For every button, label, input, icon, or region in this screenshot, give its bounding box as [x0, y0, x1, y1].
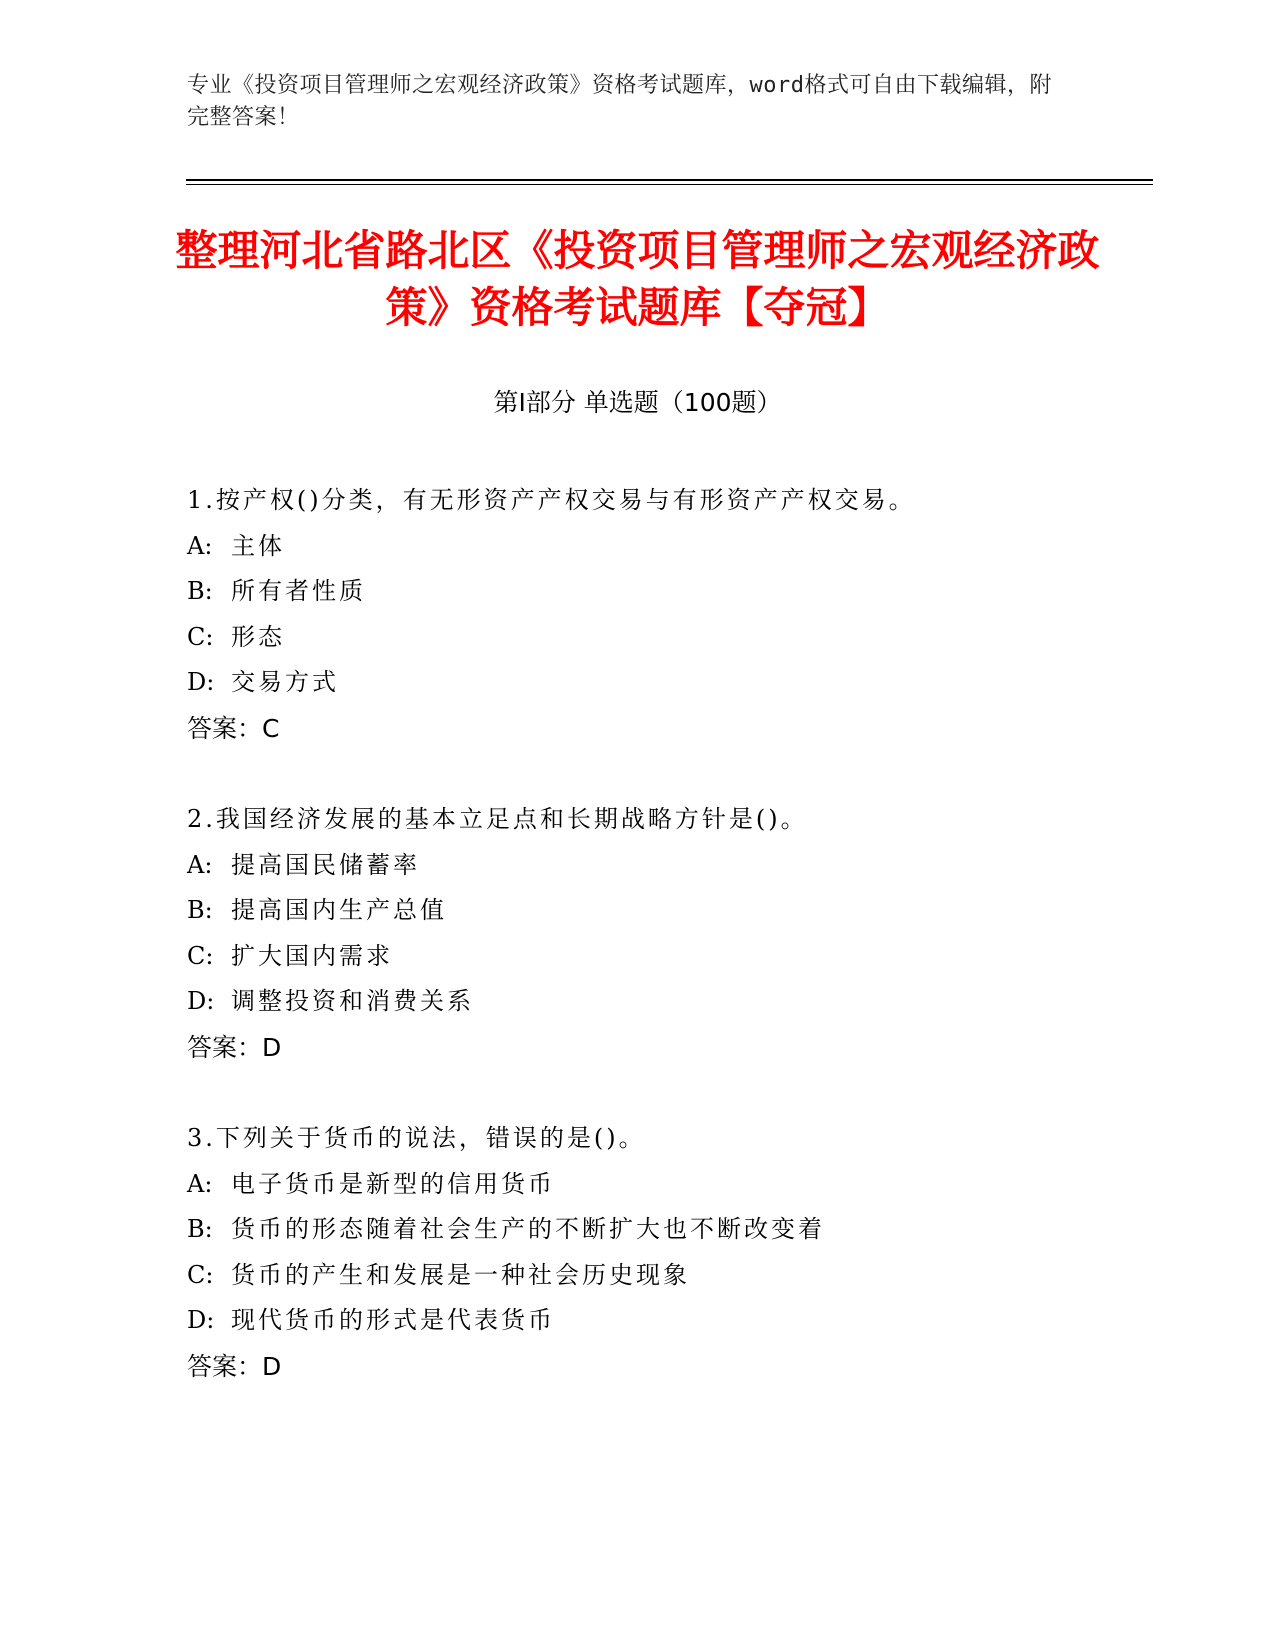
option-letter: B: [187, 896, 213, 924]
option-letter: A: [187, 531, 213, 560]
option-letter: D: [187, 987, 215, 1015]
option-letter: C: [187, 622, 214, 651]
option-text: 现代货币的形式是代表货币 [231, 1306, 555, 1334]
option-letter: A: [187, 1169, 213, 1198]
option-c [187, 1253, 1147, 1299]
option-letter: C: [187, 1260, 214, 1289]
option-c [187, 934, 1147, 980]
option-text: 提高国内生产总值 [231, 896, 447, 924]
option-text: 电子货币是新型的信用货币 [231, 1169, 555, 1198]
option-d [187, 1298, 1147, 1344]
option-a [187, 1162, 1147, 1208]
option-letter: C: [187, 941, 214, 970]
option-d [187, 979, 1147, 1025]
question-2 [187, 797, 1147, 1070]
option-letter: B: [187, 577, 213, 605]
option-b [187, 1207, 1147, 1253]
answer: 答案：D [187, 1351, 282, 1381]
question-list [187, 478, 1147, 1435]
question-stem: 2.我国经济发展的基本立足点和长期战略方针是()。 [187, 805, 808, 833]
question-1 [187, 478, 1147, 751]
section-heading: 第Ⅰ部分 单选题（100题） [493, 388, 782, 417]
answer: 答案：C [187, 713, 280, 743]
option-a [187, 843, 1147, 889]
question-3 [187, 1116, 1147, 1389]
question-stem: 1.按产权()分类，有无形资产产权交易与有形资产产权交易。 [187, 486, 916, 514]
option-b [187, 569, 1147, 615]
option-text: 货币的形态随着社会生产的不断扩大也不断改变着 [231, 1215, 825, 1243]
header-divider-thin [186, 184, 1153, 185]
option-letter: D: [187, 1306, 215, 1334]
option-text: 主体 [231, 531, 285, 560]
question-stem: 3.下列关于货币的说法，错误的是()。 [187, 1124, 646, 1152]
document-title: 整理河北省路北区《投资项目管理师之宏观经济政策》资格考试题库【夺冠】 [175, 226, 1100, 332]
option-letter: D: [187, 668, 215, 696]
option-letter: A: [187, 850, 213, 879]
option-text: 所有者性质 [231, 577, 366, 605]
option-c [187, 615, 1147, 661]
option-text: 货币的产生和发展是一种社会历史现象 [231, 1260, 690, 1289]
option-b [187, 888, 1147, 934]
answer: 答案：D [187, 1032, 282, 1062]
option-a [187, 524, 1147, 570]
option-text: 形态 [231, 622, 285, 651]
option-text: 扩大国内需求 [231, 941, 393, 970]
option-d [187, 660, 1147, 706]
header-note: 专业《投资项目管理师之宏观经济政策》资格考试题库，word格式可自由下载编辑，附完整答案！ [187, 73, 1052, 130]
option-text: 提高国民储蓄率 [231, 850, 420, 879]
option-letter: B: [187, 1215, 213, 1243]
option-text: 调整投资和消费关系 [231, 987, 474, 1015]
header-divider-thick [186, 179, 1153, 181]
option-text: 交易方式 [231, 668, 339, 696]
